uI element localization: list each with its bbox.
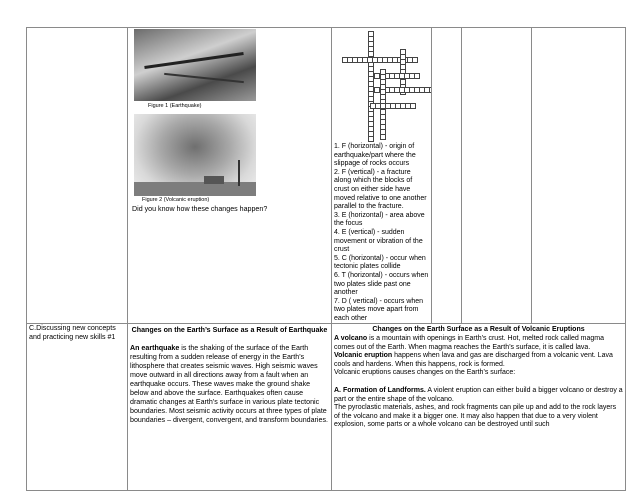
crossword-cell: [332, 28, 432, 324]
lesson-plan-table: [26, 27, 626, 491]
clue-item: 3. E (horizontal) - area above the focus: [334, 211, 425, 228]
section-label: C.Discussing new concepts and practicing new skills #1: [27, 324, 128, 491]
empty-label-cell: [27, 28, 128, 324]
clue-item: 4. E (vertical) - sudden movement or vibration of the crust: [334, 228, 423, 254]
earthquake-paragraph: An earthquake is the shaking of the surface of the Earth resulting from a sudden release of energy in the Earth’s lithosphere that creates seismic waves. High seismic waves move outward in all directions away from a fault when an earthquake occurs. These waves make the ground shake below and above the surface. Earthquakes often cause dramatic changes at Earth’s surface in various plate tectonic boundaries. Most seismic activity occurs at three types of plate boundaries – divergent, convergent, and transform boundaries.: [130, 344, 328, 425]
volcanic-eruption-image: [134, 114, 256, 196]
crossword-cell-box: [414, 73, 420, 79]
crossword-puzzle: [334, 29, 429, 143]
clue-item: 1. F (horizontal) - origin of earthquake/part where the slippage of rocks occurs: [334, 143, 416, 168]
empty-cell: [462, 28, 532, 324]
changes-intro: Volcanic eruptions causes changes on the Earth’s surface:: [334, 369, 516, 377]
volcanic-heading: Changes on the Earth Surface as a Result of Volcanic Eruptions: [372, 326, 585, 334]
earthquake-heading: Changes on the Earth’s Surface as a Result of Earthquake: [131, 326, 328, 335]
clue-item: 2. F (vertical) - a fracture along which the blocks of crust on either side have moved relative to one another parallel to the fracture.: [334, 168, 427, 211]
table-row: [27, 324, 626, 491]
landforms-paragraph: A. Formation of Landforms. A violent eruption can either build a bigger volcano or destroy a part or the entire shape of the volcano.: [334, 387, 623, 403]
clue-list: [334, 143, 429, 323]
empty-cell: [532, 28, 626, 324]
empty-cell: [432, 28, 462, 324]
clue-item: 6. T (horizontal) - occurs when two plates slide past one another: [334, 271, 429, 297]
crossword-cell-box: [380, 134, 386, 140]
volcano-paragraph: A volcano is a mountain with openings in Earth’s crust. Hot, melted rock called magma comes out of the Earth. When magma reaches the Earth’s surface, it is called lava.: [334, 335, 605, 351]
figures-cell: [128, 28, 332, 324]
volcanic-section: [332, 324, 626, 491]
earthquake-image: [134, 29, 256, 101]
table-row: [27, 28, 626, 324]
figure2-caption: Figure 2 (Volcanic eruption): [142, 197, 210, 203]
eruption-paragraph: Volcanic eruption happens when lava and gas are discharged from a volcanic vent. Lava cools and hardens. When this happens, rock is formed.: [334, 352, 613, 368]
crossword-cell-box: [368, 136, 374, 142]
figure1-caption: Figure 1 (Earthquake): [148, 103, 202, 109]
crossword-cell-box: [412, 57, 418, 63]
earthquake-section: [128, 324, 332, 491]
question-text: Did you know how these changes happen?: [132, 205, 268, 213]
clue-item: 5. C (horizontal) - occur when tectonic plates collide: [334, 254, 426, 271]
crossword-cell-box: [410, 103, 416, 109]
clue-item: 7. D ( vertical) - occurs when two plates move apart from each other: [334, 297, 424, 322]
pyroclastic-paragraph: The pyroclastic materials, ashes, and rock fragments can pile up and add to the rock layers of the volcano and make it a bigger one. It may also happen that due to a very violent explosion, some parts or a whole volcano can be destroyed until such: [334, 404, 617, 429]
